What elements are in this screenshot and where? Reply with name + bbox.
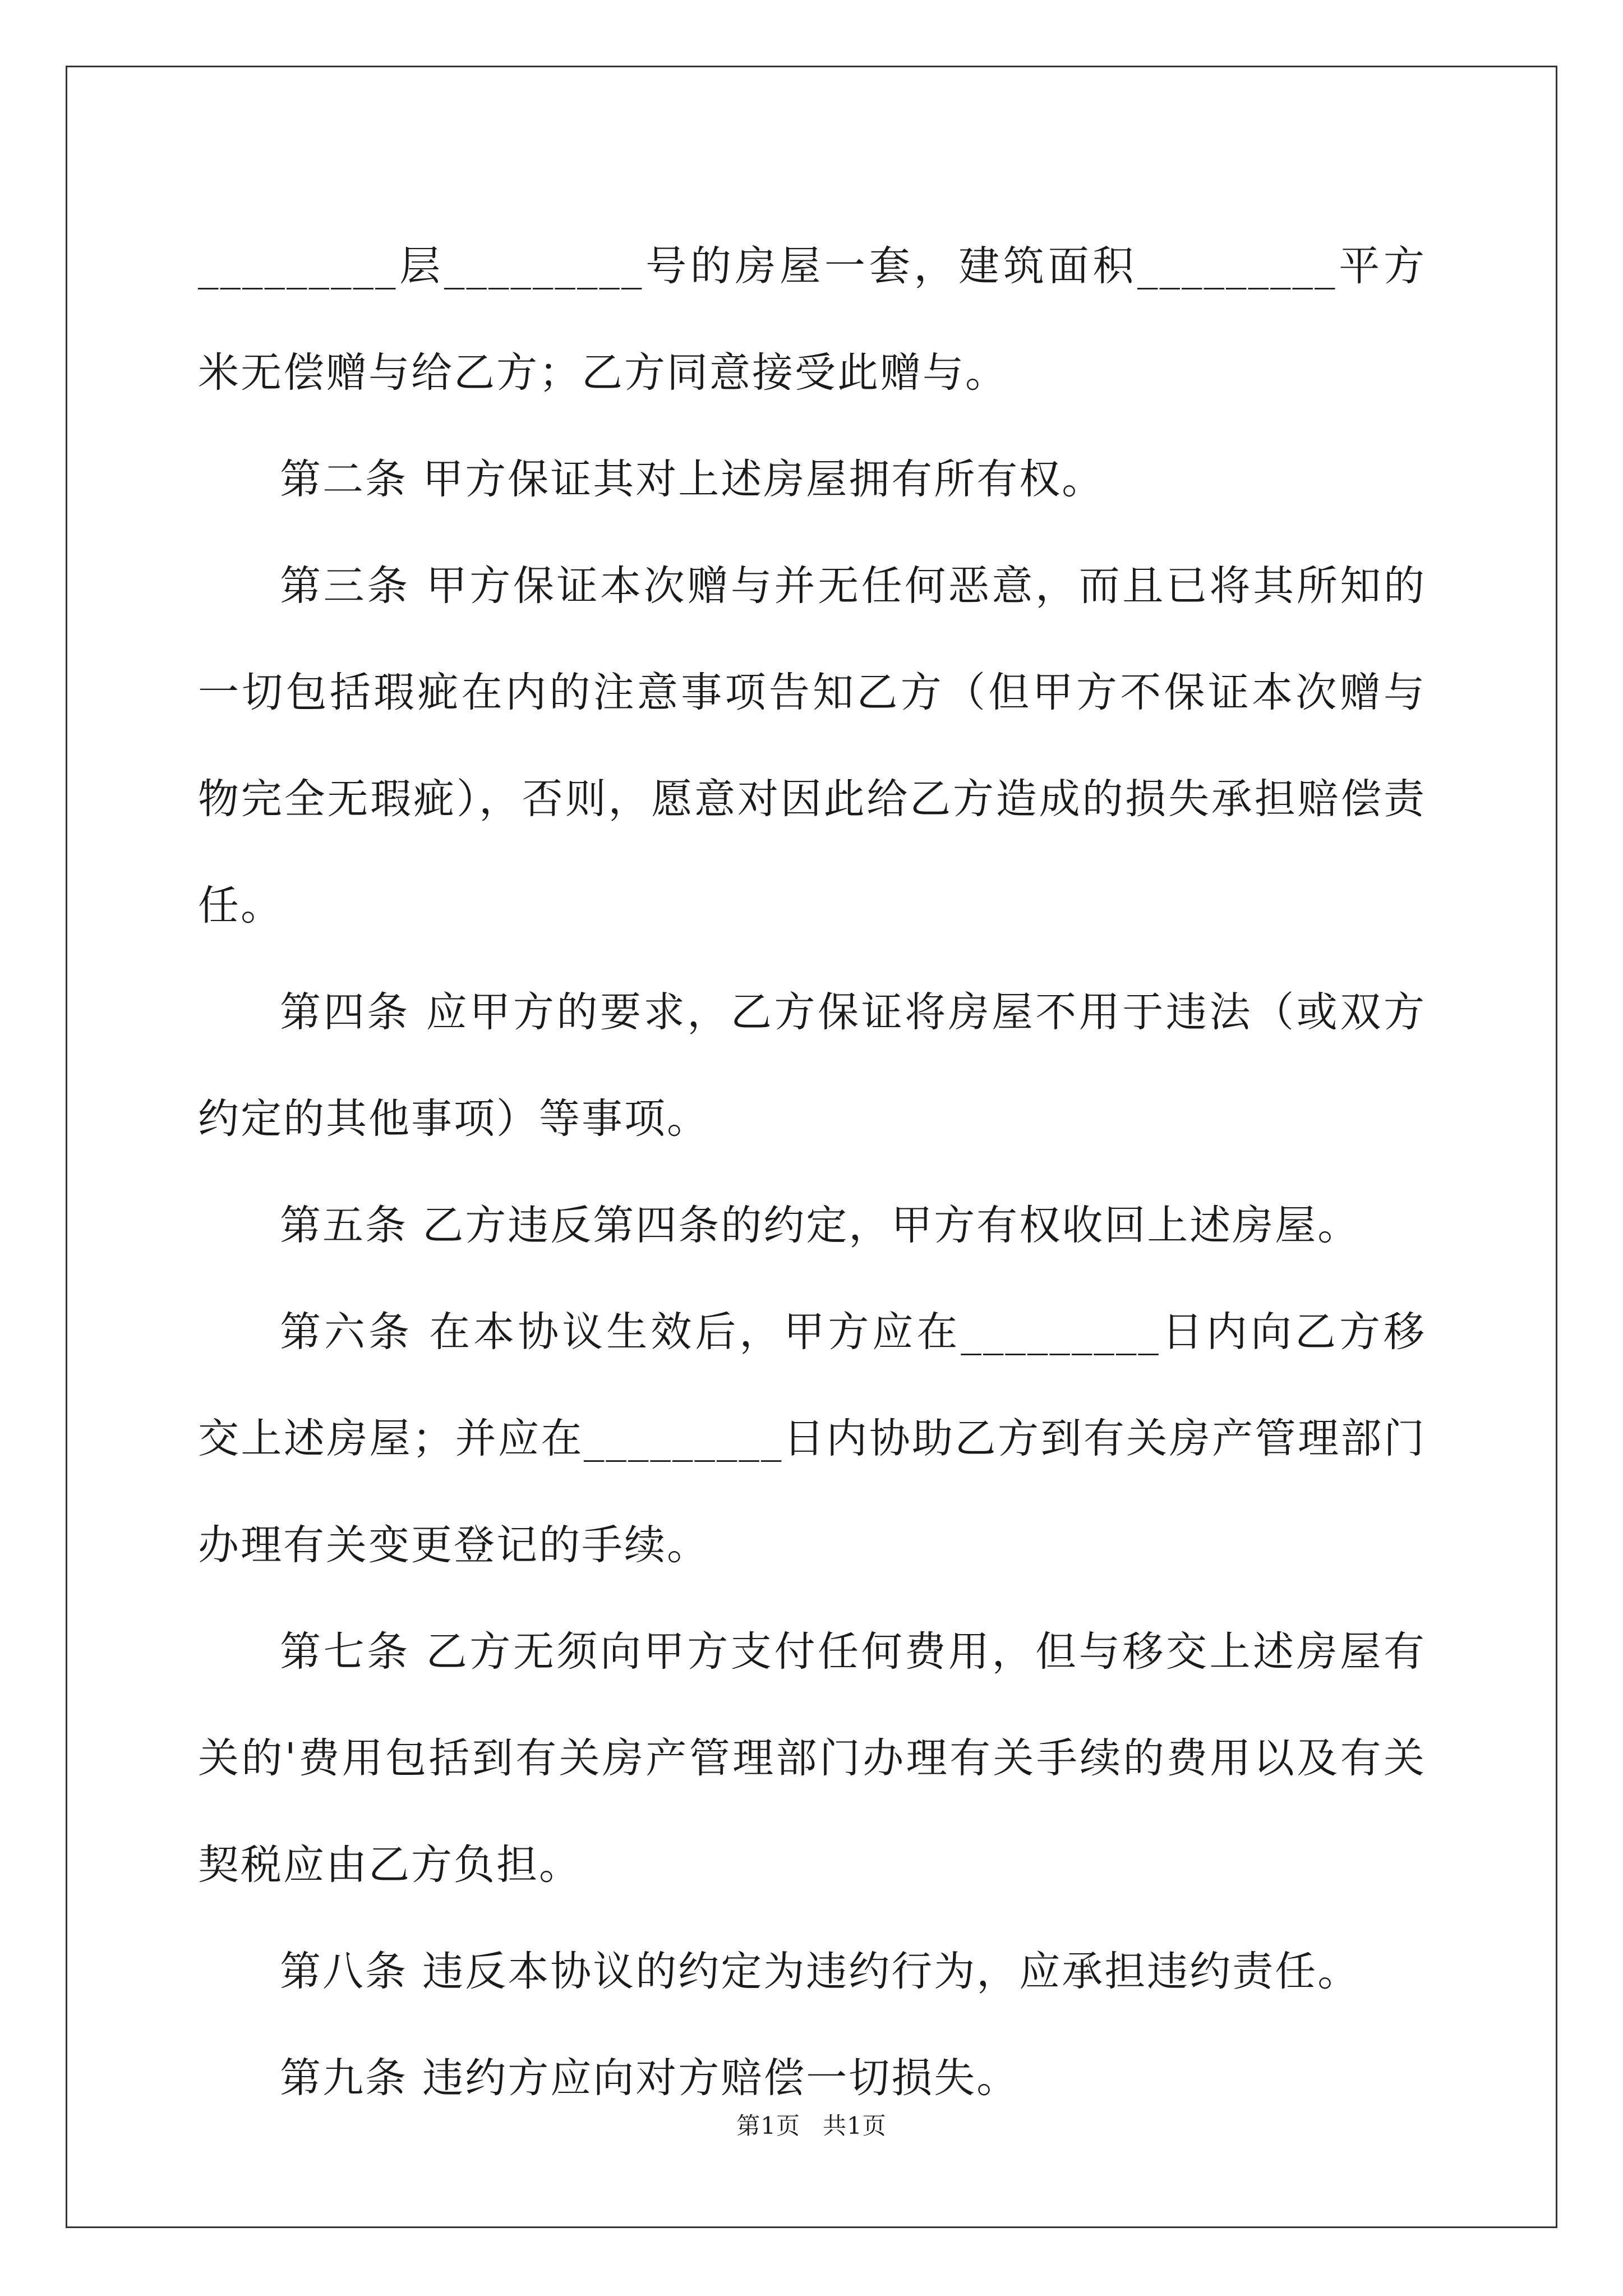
page-footer (0, 2109, 1623, 2143)
paragraph-article-6: 第六条 在本协议生效后，甲方应在_________日内向乙方移交上述房屋；并应在_________日内协助乙方到有关房产管理部门办理有关变更登记的手续。 (198, 1308, 1426, 1569)
paragraph-article-5: 第五条 乙方违反第四条的约定，甲方有权收回上述房屋。 (280, 1202, 1361, 1249)
paragraph-article-8: 第八条 违反本协议的约定为违约行为，应承担违约责任。 (280, 1948, 1361, 1995)
paragraph-article-3: 第三条 甲方保证本次赠与并无任何恶意，而且已将其所知的一切包括瑕疵在内的注意事项告知乙方（但甲方不保证本次赠与物完全无瑕疵），否则，愿意对因此给乙方造成的损失承担赔偿责任。 (198, 562, 1426, 930)
paragraph-gift-clause: _________层_________号的房屋一套，建筑面积_________平方米无偿赠与给乙方；乙方同意接受此赠与。 (198, 242, 1426, 397)
document-body (198, 213, 1426, 2132)
paragraph-article-2: 第二条 甲方保证其对上述房屋拥有所有权。 (280, 455, 1105, 503)
paragraph-article-9: 第九条 违约方应向对方赔偿一切损失。 (280, 2054, 1020, 2102)
paragraph-article-7: 第七条 乙方无须向甲方支付任何费用，但与移交上述房屋有关的'费用包括到有关房产管理部门办理有关手续的费用以及有关契税应由乙方负担。 (198, 1628, 1426, 1889)
paragraph-article-4: 第四条 应甲方的要求，乙方保证将房屋不用于违法（或双方约定的其他事项）等事项。 (198, 988, 1426, 1143)
page-number: 第1页 (736, 2112, 800, 2139)
page-total: 共1页 (823, 2112, 887, 2139)
